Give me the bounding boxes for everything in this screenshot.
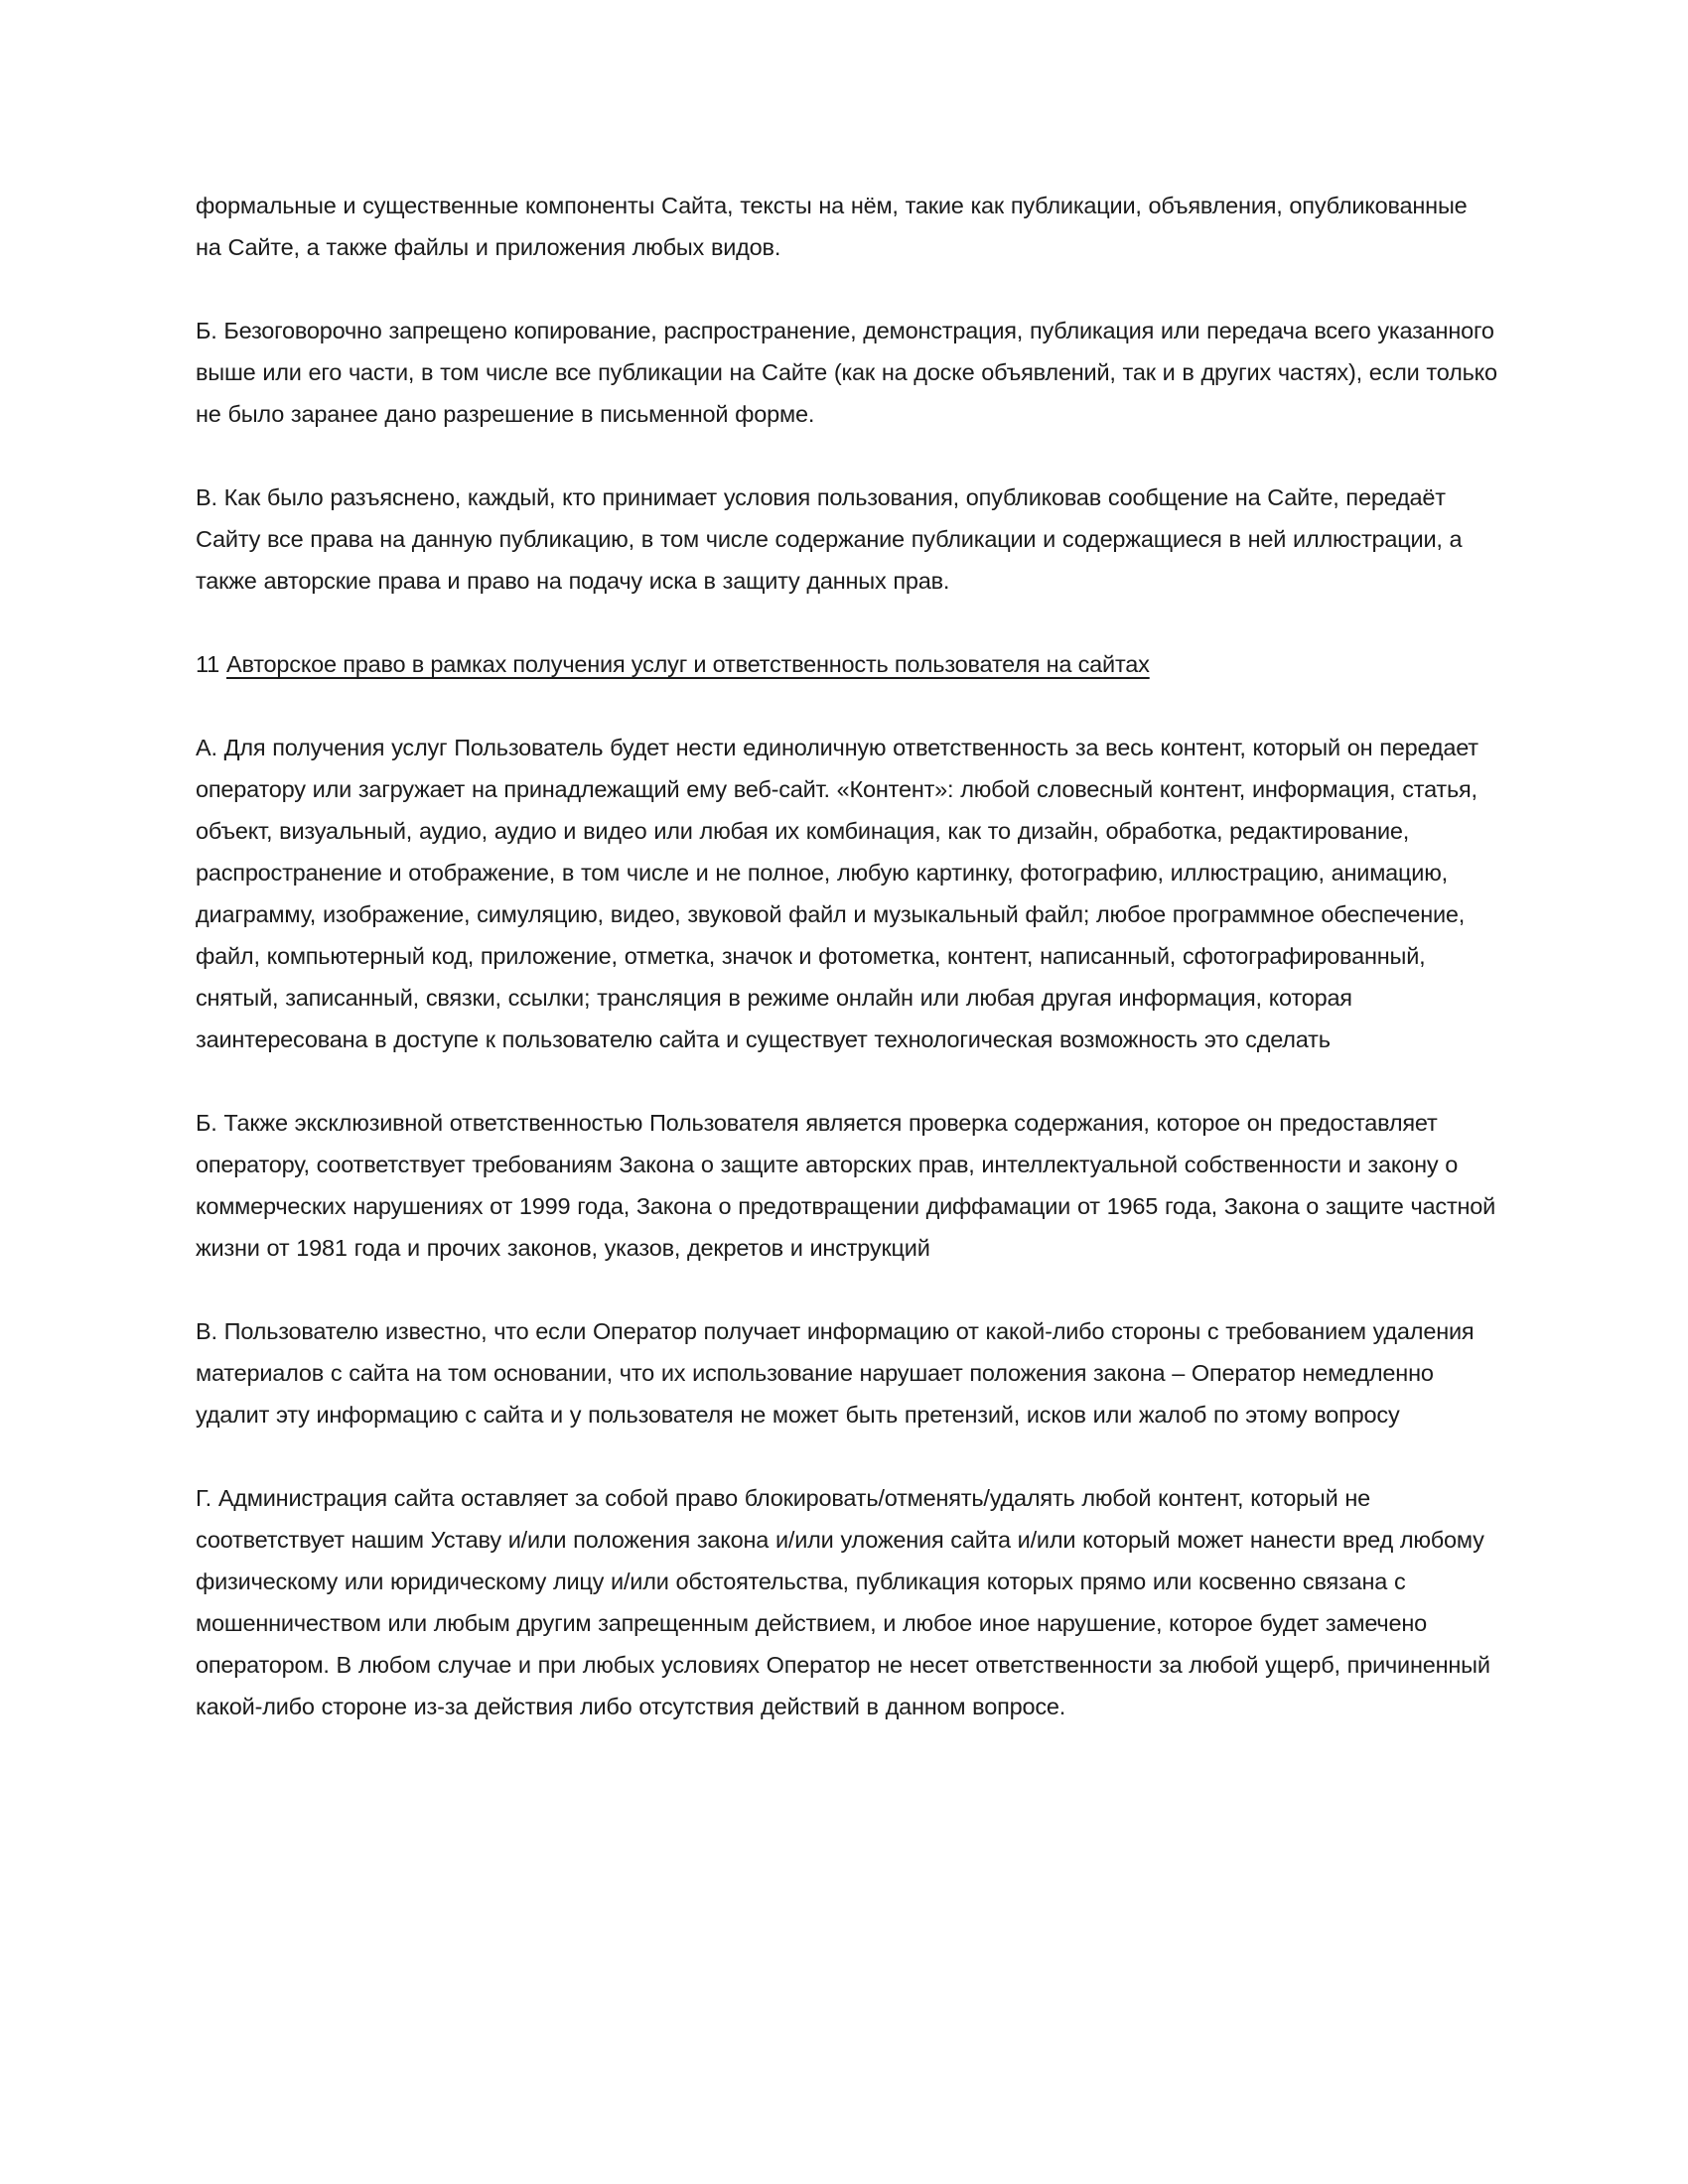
section-number: 11 <box>196 651 219 677</box>
paragraph-clause-a-content-responsibility: А. Для получения услуг Пользователь будет нести единоличную ответственность за весь контент, который он передает оператору или загружает на принадлежащий ему веб-сайт. «Контент»: любой словесный контент, информация, статья, объект, визуальный, аудио, аудио и видео или любая их комбинация, как то дизайн, обработка, редактирование, распространение и отображение, в том числе и не полное, любую картинку, фотографию, иллюстрацию, анимацию, диаграмму, изображение, симуляцию, видео, звуковой файл и музыкальный файл; любое программное обеспечение, файл, компьютерный код, приложение, отметка, значок и фотометка, контент, написанный, сфотографированный, снятый, записанный, связки, ссылки; трансляция в режиме онлайн или любая другая информация, которая заинтересована в доступе к пользователю сайта и существует технологическая возможность это сделать <box>196 735 1478 1052</box>
paragraph-clause-v-rights-transfer: В. Как было разъяснено, каждый, кто принимает условия пользования, опубликовав сообщение на Сайте, передаёт Сайту все права на данную публикацию, в том числе содержание публикации и содержащиеся в ней иллюстрации, а также авторские права и право на подачу иска в защиту данных прав. <box>196 484 1463 594</box>
paragraph-clause-g-admin-rights: Г. Администрация сайта оставляет за собой право блокировать/отменять/удалять любой контент, который не соответствует нашим Уставу и/или положения закона и/или уложения сайта и/или который может нанести вред любому физическому или юридическому лицу и/или обстоятельства, публикация которых прямо или косвенно связана с мошенничеством или любым другим запрещенным действием, и любое иное нарушение, которое будет замечено оператором. В любом случае и при любых условиях Оператор не несет ответственности за любой ущерб, причиненный какой-либо стороне из-за действия либо отсутствия действий в данном вопросе. <box>196 1485 1490 1719</box>
paragraph-clause-b-prohibition: Б. Безоговорочно запрещено копирование, распространение, демонстрация, публикация или передача всего указанного выше или его части, в том числе все публикации на Сайте (как на доске объявлений, так и в других частях), если только не было заранее дано разрешение в письменной форме. <box>196 318 1497 427</box>
section-title: Авторское право в рамках получения услуг и ответственность пользователя на сайтах <box>226 651 1150 677</box>
paragraph-clause-b-content-verification: Б. Также эксклюзивной ответственностью Пользователя является проверка содержания, которое он предоставляет оператору, соответствует требованиям Закона о защите авторских прав, интеллектуальной собственности и закону о коммерческих нарушениях от 1999 года, Закона о предотвращении диффамации от 1965 года, Закона о защите частной жизни от 1981 года и прочих законов, указов, декретов и инструкций <box>196 1110 1496 1261</box>
section-heading <box>196 643 1497 685</box>
paragraph-clause-v-takedown-policy: В. Пользователю известно, что если Оператор получает информацию от какой-либо стороны с требованием удаления материалов с сайта на том основании, что их использование нарушает положения закона – Оператор немедленно удалит эту информацию с сайта и у пользователя не может быть претензий, исков или жалоб по этому вопросу <box>196 1318 1475 1428</box>
paragraph-intro-continuation: формальные и существенные компоненты Сайта, тексты на нём, такие как публикации, объявления, опубликованные на Сайте, а также файлы и приложения любых видов. <box>196 193 1468 260</box>
